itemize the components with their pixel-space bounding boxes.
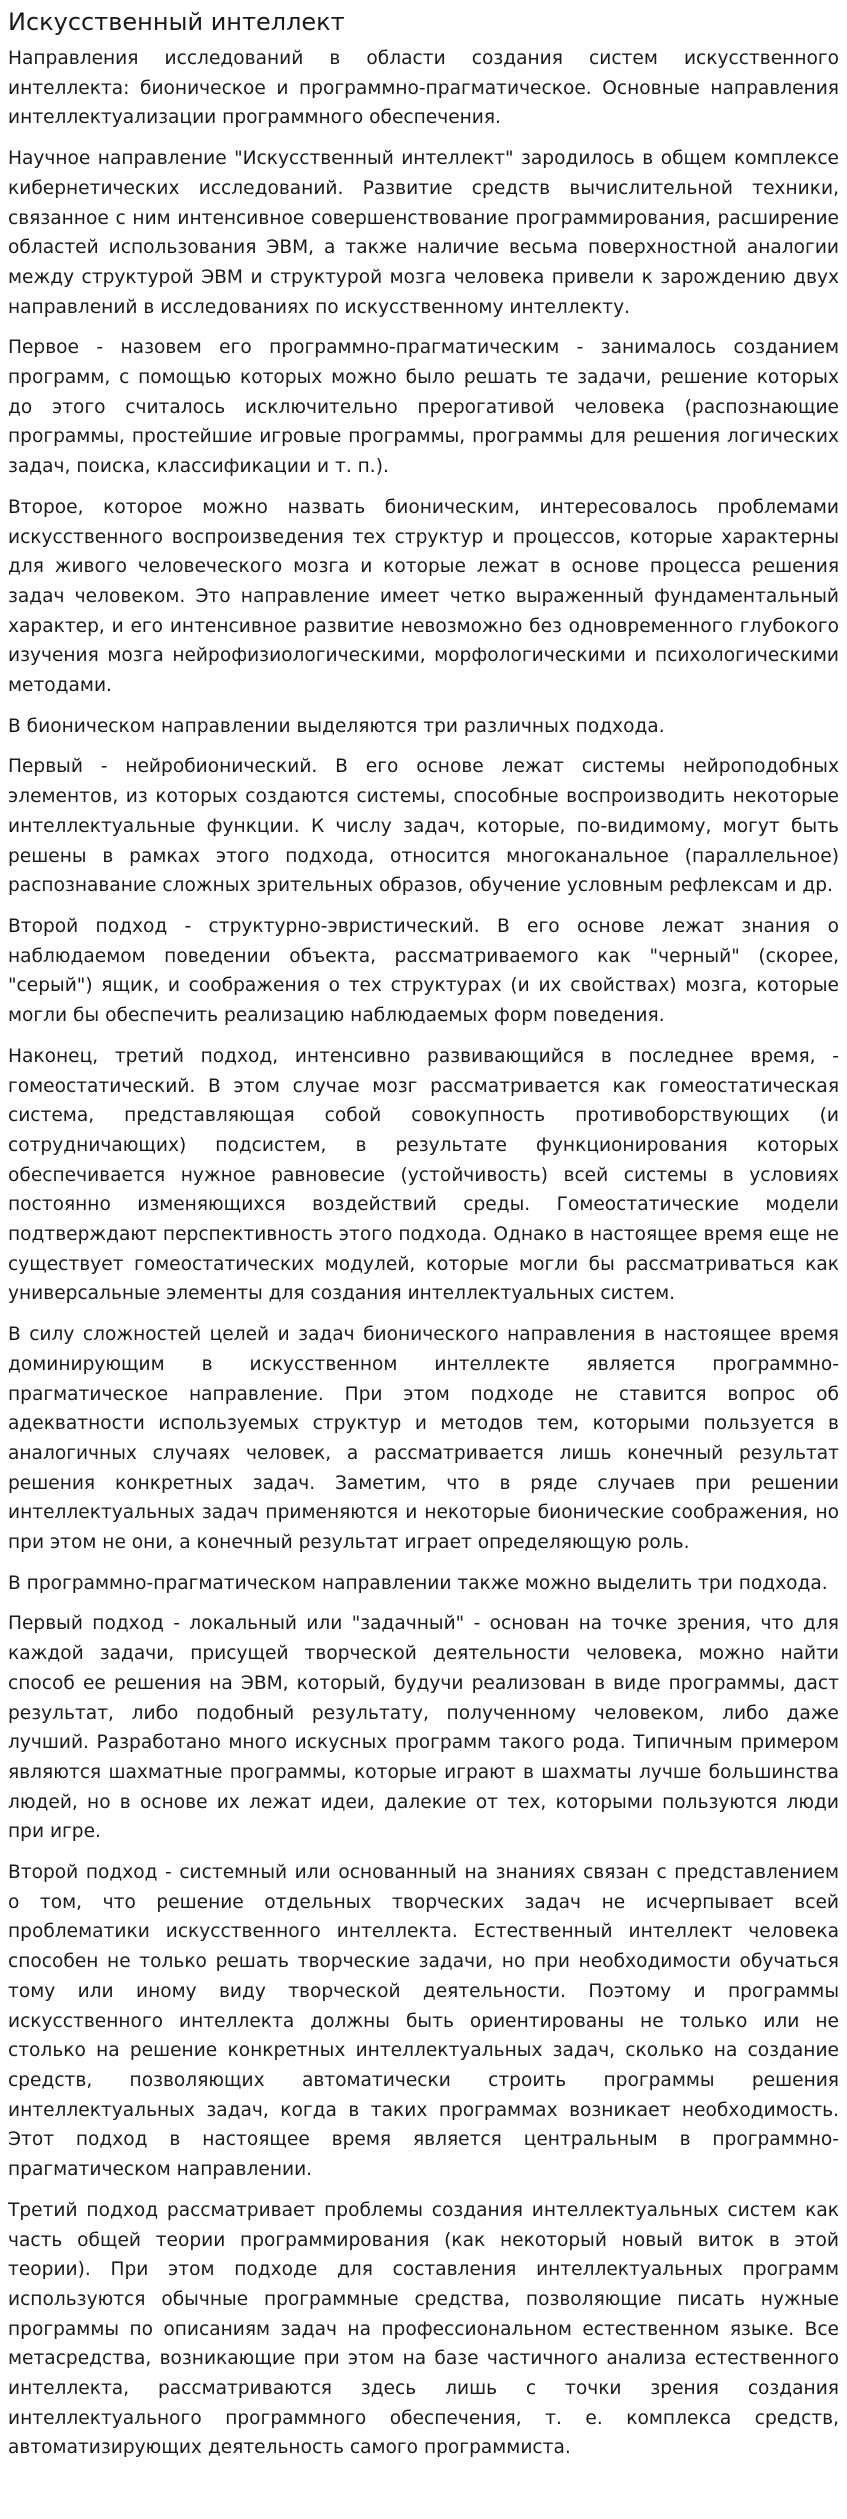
paragraph: Направления исследований в области создания систем искусственного интеллекта: бионическое и программно-прагматическое. Основные направления интеллектуализации программного обеспечения. <box>8 48 839 129</box>
article-title: Искусственный интеллект <box>8 8 345 36</box>
paragraph: Второе, которое можно назвать бионическим, интересовалось проблемами искусственного воспроизведения тех структур и процессов, которые характерны для живого человеческого мозга и которые лежат в основе процесса решения задач человеком. Это направление имеет четко выраженный фундаментальный характер, и его интенсивное развитие невозможно без одновременного глубокого изучения мозга нейрофизиологическими, морфологическими и психологическими методами. <box>8 496 839 697</box>
paragraph: Второй подход - структурно-эвристический. В его основе лежат знания о наблюдаемом поведении объекта, рассматриваемого как "черный" (скорее, "серый") ящик, и соображения о тех структурах (и их свойствах) мозга, которые могли бы обеспечить реализацию наблюдаемых форм поведения. <box>8 915 839 1027</box>
paragraph: Научное направление "Искусственный интеллект" зародилось в общем комплексе кибернетических исследований. Развитие средств вычислительной техники, связанное с ним интенсивное совершенствование программирования, расширение областей использования ЭВМ, а также наличие весьма поверхностной аналогии между структурой ЭВМ и структурой мозга человека привели к зарождению двух направлений в исследованиях по искусственному интеллекту. <box>8 148 839 318</box>
paragraph: Первый - нейробионический. В его основе лежат системы нейроподобных элементов, из которых создаются системы, способные воспроизводить некоторые интеллектуальные функции. К числу задач, которые, по-видимому, могут быть решены в рамках этого подхода, относится многоканальное (параллельное) распознавание сложных зрительных образов, обучение условным рефлексам и др. <box>8 756 839 897</box>
paragraph: В программно-прагматическом направлении также можно выделить три подхода. <box>8 1572 828 1594</box>
paragraph: В бионическом направлении выделяются три различных подхода. <box>8 715 665 737</box>
paragraph: Третий подход рассматривает проблемы создания интеллектуальных систем как часть общей теории программирования (как некоторый новый виток в этой теории). При этом подходе для составления интеллектуальных программ используются обычные программные средства, позволяющие писать нужные программы по описаниям задач на профессиональном естественном языке. Все метасредства, возникающие при этом на базе частичного анализа естественного интеллекта, рассматриваются здесь лишь с точки зрения создания интеллектуального программного обеспечения, т. е. комплекса средств, автоматизирующих деятельность самого программиста. <box>8 2199 839 2459</box>
paragraph: Первый подход - локальный или "задачный" - основан на точке зрения, что для каждой задачи, присущей творческой деятельности человека, можно найти способ ее решения на ЭВМ, который, будучи реализован в виде программы, даст результат, либо подобный результату, полученному человеком, либо даже лучший. Разработано много искусных программ такого рода. Типичным примером являются шахматные программы, которые играют в шахматы лучше большинства людей, но в основе их лежат идеи, далекие от тех, которыми пользуются люди при игре. <box>8 1613 839 1843</box>
paragraph: Первое - назовем его программно-прагматическим - занималось созданием программ, с помощью которых можно было решать те задачи, решение которых до этого считалось исключительно прерогативой человека (распознающие программы, простейшие игровые программы, программы для решения логических задач, поиска, классификации и т. п.). <box>8 337 839 478</box>
paragraph: Наконец, третий подход, интенсивно развивающийся в последнее время, - гомеостатический. В этом случае мозг рассматривается как гомеостатическая система, представляющая собой совокупность противоборствующих (и сотрудничающих) подсистем, в результате функционирования которых обеспечивается нужное равновесие (устойчивость) всей системы в условиях постоянно изменяющихся воздействий среды. Гомеостатические модели подтверждают перспективность этого подхода. Однако в настоящее время еще не существует гомеостатических модулей, которые могли бы рассматриваться как универсальные элементы для создания интеллектуальных систем. <box>8 1045 839 1305</box>
paragraph: В силу сложностей целей и задач бионического направления в настоящее время доминирующим в искусственном интеллекте является программно-прагматическое направление. При этом подходе не ставится вопрос об адекватности используемых структур и методов тем, которыми пользуется в аналогичных случаях человек, а рассматривается лишь конечный результат решения конкретных задач. Заметим, что в ряде случаев при решении интеллектуальных задач применяются и некоторые бионические соображения, но при этом не они, а конечный результат играет определяющую роль. <box>8 1324 839 1554</box>
paragraph: Второй подход - системный или основанный на знаниях связан с представлением о том, что решение отдельных творческих задач не исчерпывает всей проблематики искусственного интеллекта. Естественный интеллект человека способен не только решать творческие задачи, но при необходимости обучаться тому или иному виду творческой деятельности. Поэтому и программы искусственного интеллекта должны быть ориентированы не только или не столько на решение конкретных интеллектуальных задач, сколько на создание средств, позволяющих автоматически строить программы решения интеллектуальных задач, когда в таких программах возникает необходимость. Этот подход в настоящее время является центральным в программно-прагматическом направлении. <box>8 1862 839 2181</box>
